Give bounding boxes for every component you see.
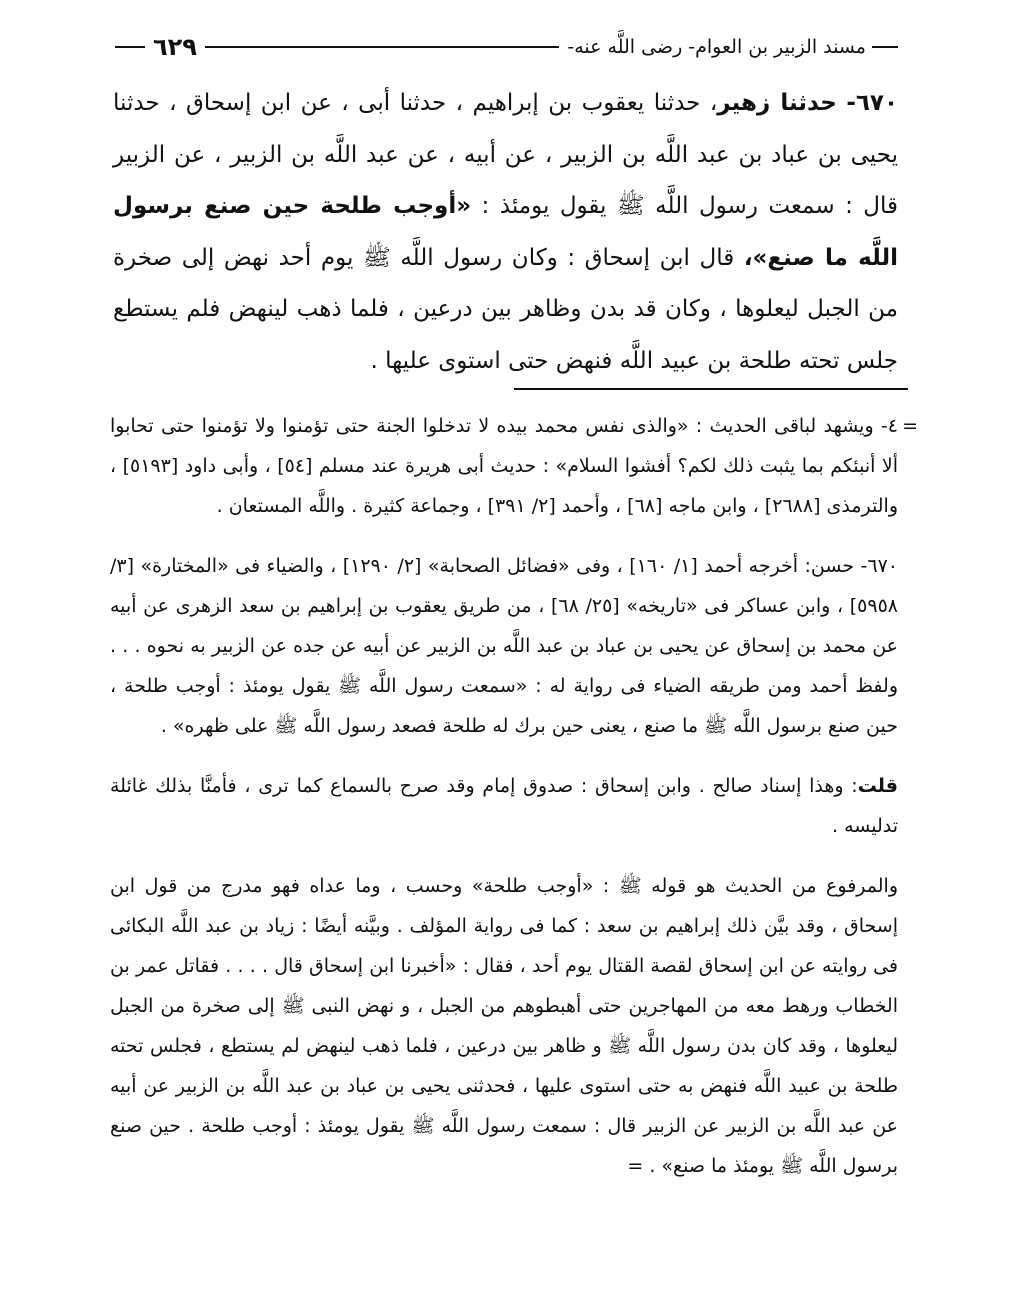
header-title: مسند الزبير بن العوام- رضى اللَّه عنه- [567, 36, 866, 58]
footnote-text: ٤- ويشهد لباقى الحديث : «والذى نفس محمد بيده لا تدخلوا الجنة حتى تؤمنوا ولا تؤمنوا حتى تحابوا ألا أنبئكم بما يثبت ذلك لكم؟ أفشوا السلام» : حديث أبى هريرة عند مسلم [٥٤] ، وأبى داود [٥١٩٣] ، والترمذى [٢٦٨٨] ، وابن ماجه [٦٨] ، وأحمد [٢/ ٣٩١] ، وجماعة كثيرة . واللَّه المستعان . [110, 415, 898, 517]
hadith-opening: حدثنا زهير [717, 90, 837, 116]
footnotes [110, 406, 918, 1192]
hadith-text [113, 78, 898, 387]
header-rule [205, 46, 559, 48]
hadith-quote: «أوجب طلحة حين صنع برسول اللَّه ما صنع»، [113, 193, 899, 271]
footnote-text: والمرفوع من الحديث هو قوله ﷺ : «أوجب طلحة» وحسب ، وما عداه فهو مدرج من قول ابن إسحاق ، وقد بيَّن ذلك إبراهيم بن سعد : كما فى رواية المؤلف . وبيَّنه أيضًا : زياد بن عبد اللَّه البكائى فى روايته عن ابن إسحاق لقصة القتال يوم أحد ، فقال : «أخبرنا ابن إسحاق قال . . . . فقاتل عمر بن الخطاب ورهط معه من المهاجرين حتى أهبطوهم من الجبل ، و نهض النبى ﷺ إلى صخرة من الجبل ليعلوها ، وقد كان بدن رسول اللَّه ﷺ و ظاهر بين درعين ، فلما ذهب لينهض لم يستطع ، فجلس تحته طلحة بن عبيد اللَّه فنهض به حتى استوى عليها ، فحدثنى يحيى بن عباد بن عبد اللَّه بن الزبير عن أبيه عن عبد اللَّه بن الزبير عن الزبير قال : سمعت رسول اللَّه ﷺ يقول يومئذ : أوجب طلحة . حين صنع برسول اللَّه ﷺ يومئذ ما صنع» . [110, 875, 898, 1177]
hadith-number: ٦٧٠- [846, 90, 899, 116]
qultu-label: قلت [857, 775, 898, 797]
continuation-marker: = [902, 415, 918, 437]
hadith-isnad: ، حدثنا يعقوب بن إبراهيم ، حدثنا أبى ، عن ابن إسحاق ، حدثنا يحيى بن عباد بن عبد اللَّه بن الزبير ، عن أبيه ، عن عبد اللَّه بن الزبير ، عن الزبير قال : سمعت رسول اللَّه ﷺ يقول يومئذ : [113, 90, 899, 219]
footnote-marfu [110, 866, 898, 1186]
header-rule-start [872, 46, 898, 48]
footnote-continued [110, 406, 918, 526]
header-rule-end [115, 46, 145, 48]
footnote-text: ٦٧٠- حسن: أخرجه أحمد [١/ ١٦٠] ، وفى «فضائل الصحابة» [٢/ ١٢٩٠] ، والضياء فى «المختارة» [٣/ ٥٩٥٨] ، وابن عساكر فى «تاريخه» [٢٥/ ٦٨] ، من طريق يعقوب بن إبراهيم بن سعد الزهرى عن أبيه عن محمد بن إسحاق عن يحيى بن عباد بن عبد اللَّه بن الزبير عن أبيه عن جده عن الزبير به نحوه . . . ولفظ أحمد ومن طريقه الضياء فى رواية له : «سمعت رسول اللَّه ﷺ يقول يومئذ : أوجب طلحة ، حين صنع برسول اللَّه ﷺ ما صنع ، يعنى حين برك له طلحة فصعد رسول اللَّه ﷺ على ظهره» . [110, 555, 899, 737]
footnote-670 [110, 546, 898, 746]
hadith-commentary: قال ابن إسحاق : وكان رسول اللَّه ﷺ يوم أحد نهض إلى صخرة من الجبل ليعلوها ، وكان قد بدن وظاهر بين درعين ، فلما ذهب لينهض فلم يستطع جلس تحته طلحة بن عبيد اللَّه فنهض حتى استوى عليها . [113, 244, 898, 374]
running-header [115, 30, 898, 64]
footnote-qultu [110, 766, 898, 846]
footnote-text: : وهذا إسناد صالح . وابن إسحاق : صدوق إمام وقد صرح بالسماع كما ترى ، فأمنَّا بذلك غائلة تدليسه . [110, 775, 898, 837]
continuation-marker-end: = [627, 1155, 644, 1177]
page-number: ٦٢٩ [153, 33, 197, 61]
footnote-separator [514, 388, 908, 390]
